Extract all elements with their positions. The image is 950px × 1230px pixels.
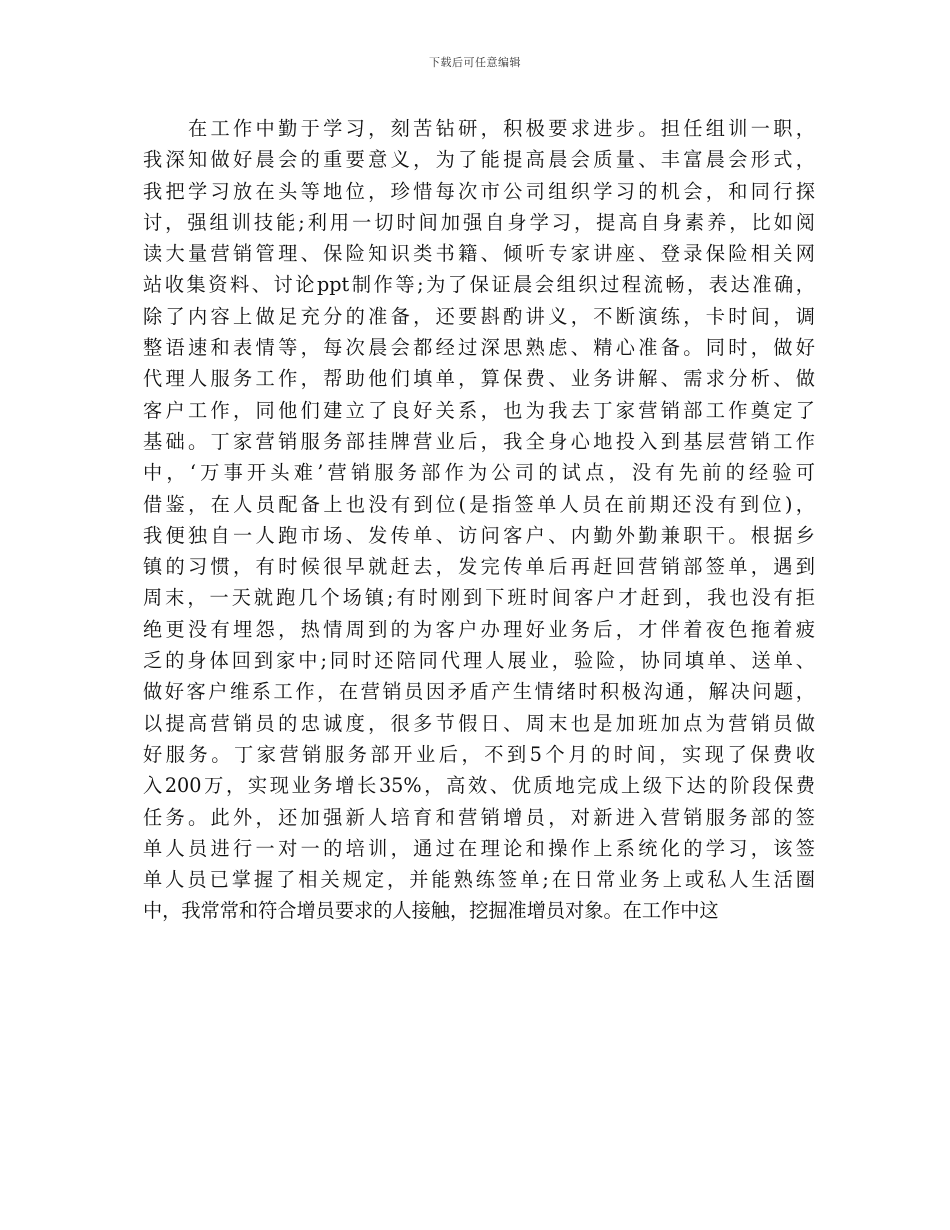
text-line: 绝更没有埋怨，热情周到的为客户办理好业务后，才伴着夜色拖着疲 [143, 617, 815, 641]
text-line: 讨，强组训技能;利用一切时间加强自身学习，提高自身素养，比如阅 [143, 210, 815, 234]
text-line: 读大量营销管理、保险知识类书籍、倾听专家讲座、登录保险相关网 [143, 242, 815, 266]
text-line: 整语速和表情等，每次晨会都经过深思熟虑、精心准备。同时，做好 [143, 336, 815, 360]
text-line: 代理人服务工作，帮助他们填单，算保费、业务讲解、需求分析、做 [143, 367, 815, 391]
body-paragraph [143, 113, 815, 927]
text-line: 单人员已掌握了相关规定，并能熟练签单;在日常业务上或私人生活圈 [143, 868, 815, 892]
text-line: 单人员进行一对一的培训，通过在理论和操作上系统化的学习，该签 [143, 836, 815, 860]
text-line: 中，我常常和符合增员要求的人接触，挖掘准增员对象。在工作中这 [143, 899, 719, 923]
text-line: 中，‘万事开头难’营销服务部作为公司的试点，没有先前的经验可 [143, 461, 815, 485]
text-line: 以提高营销员的忠诚度，很多节假日、周末也是加班加点为营销员做 [143, 711, 815, 735]
text-line: 周末，一天就跑几个场镇;有时刚到下班时间客户才赶到，我也没有拒 [143, 586, 815, 610]
text-line: 站收集资料、讨论ppt制作等;为了保证晨会组织过程流畅，表达准确， [143, 273, 815, 297]
text-line: 任务。此外，还加强新人培育和营销增员，对新进入营销服务部的签 [143, 805, 815, 829]
text-line: 好服务。丁家营销服务部开业后，不到5个月的时间，实现了保费收 [143, 742, 815, 766]
text-line: 做好客户维系工作，在营销员因矛盾产生情绪时积极沟通，解决问题， [143, 680, 815, 704]
text-line: 镇的习惯，有时候很早就赶去，发完传单后再赶回营销部签单，遇到 [143, 555, 815, 579]
page-header: 下载后可任意编辑 [429, 56, 521, 69]
text-line: 入200万，实现业务增长35%，高效、优质地完成上级下达的阶段保费 [143, 774, 815, 798]
text-line: 借鉴，在人员配备上也没有到位(是指签单人员在前期还没有到位)， [143, 492, 815, 516]
text-line: 我深知做好晨会的重要意义，为了能提高晨会质量、丰富晨会形式， [143, 148, 815, 172]
text-line: 基础。丁家营销服务部挂牌营业后，我全身心地投入到基层营销工作 [143, 429, 815, 453]
text-line: 乏的身体回到家中;同时还陪同代理人展业，验险，协同填单、送单、 [143, 649, 815, 673]
text-line: 除了内容上做足充分的准备，还要斟酌讲义，不断演练，卡时间，调 [143, 304, 815, 328]
text-line: 我把学习放在头等地位，珍惜每次市公司组织学习的机会，和同行探 [143, 179, 815, 203]
text-line: 我便独自一人跑市场、发传单、访问客户、内勤外勤兼职干。根据乡 [143, 523, 815, 547]
text-line: 客户工作，同他们建立了良好关系，也为我去丁家营销部工作奠定了 [143, 398, 815, 422]
text-line: 在工作中勤于学习，刻苦钻研，积极要求进步。担任组训一职， [143, 117, 815, 140]
